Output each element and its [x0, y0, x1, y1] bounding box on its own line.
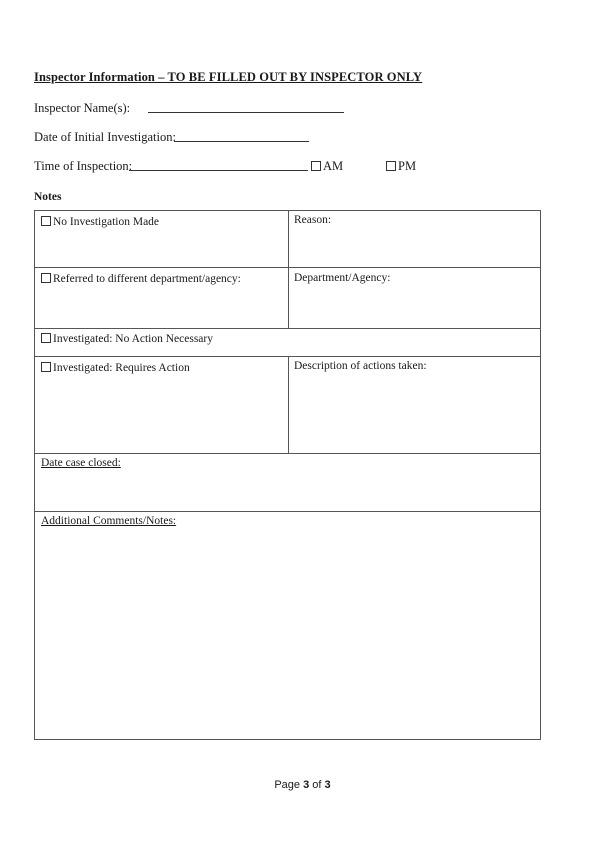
referred-option[interactable]	[41, 273, 241, 285]
inspector-name-label: Inspector Name(s):	[34, 101, 131, 115]
time-field[interactable]	[129, 158, 308, 171]
no-action-checkbox[interactable]	[41, 333, 51, 343]
notes-table	[34, 210, 541, 740]
inspector-name-row	[34, 101, 130, 116]
notes-title: Notes	[34, 191, 62, 203]
no-action-option[interactable]	[41, 333, 213, 345]
department-label: Department/Agency:	[294, 272, 391, 284]
requires-action-label: Investigated: Requires Action	[53, 362, 190, 374]
requires-action-checkbox[interactable]	[41, 362, 51, 372]
page-prefix: Page	[274, 779, 301, 791]
date-field[interactable]	[174, 129, 309, 142]
date-closed-label: Date case closed:	[41, 457, 121, 469]
no-action-label: Investigated: No Action Necessary	[53, 333, 213, 345]
time-row	[34, 159, 132, 174]
table-divider	[35, 328, 540, 329]
page-number	[0, 779, 605, 791]
table-divider	[35, 453, 540, 454]
section-heading: Inspector Information – TO BE FILLED OUT BY INSPECTOR ONLY	[34, 70, 423, 84]
pm-option[interactable]	[386, 159, 416, 174]
page-current: 3	[303, 779, 310, 791]
inspector-name-field[interactable]	[148, 100, 344, 113]
reason-label: Reason:	[294, 214, 332, 226]
pm-checkbox[interactable]	[386, 161, 396, 171]
no-investigation-checkbox[interactable]	[41, 216, 51, 226]
no-investigation-option[interactable]	[41, 216, 159, 228]
date-row	[34, 130, 176, 145]
table-divider	[35, 511, 540, 512]
description-label: Description of actions taken:	[294, 360, 427, 372]
referred-label: Referred to different department/agency:	[53, 273, 241, 285]
am-option[interactable]	[311, 159, 343, 174]
date-label: Date of Initial Investigation:	[34, 130, 176, 144]
pm-label: PM	[398, 159, 417, 173]
referred-checkbox[interactable]	[41, 273, 51, 283]
table-column-divider	[288, 356, 289, 453]
additional-comments-label: Additional Comments/Notes:	[41, 515, 177, 527]
no-investigation-label: No Investigation Made	[53, 216, 160, 228]
time-label: Time of Inspection:	[34, 159, 133, 173]
requires-action-option[interactable]	[41, 362, 190, 374]
page-of: of	[312, 779, 322, 791]
table-column-divider	[288, 211, 289, 328]
page-total: 3	[324, 779, 331, 791]
am-label: AM	[323, 159, 344, 173]
am-checkbox[interactable]	[311, 161, 321, 171]
